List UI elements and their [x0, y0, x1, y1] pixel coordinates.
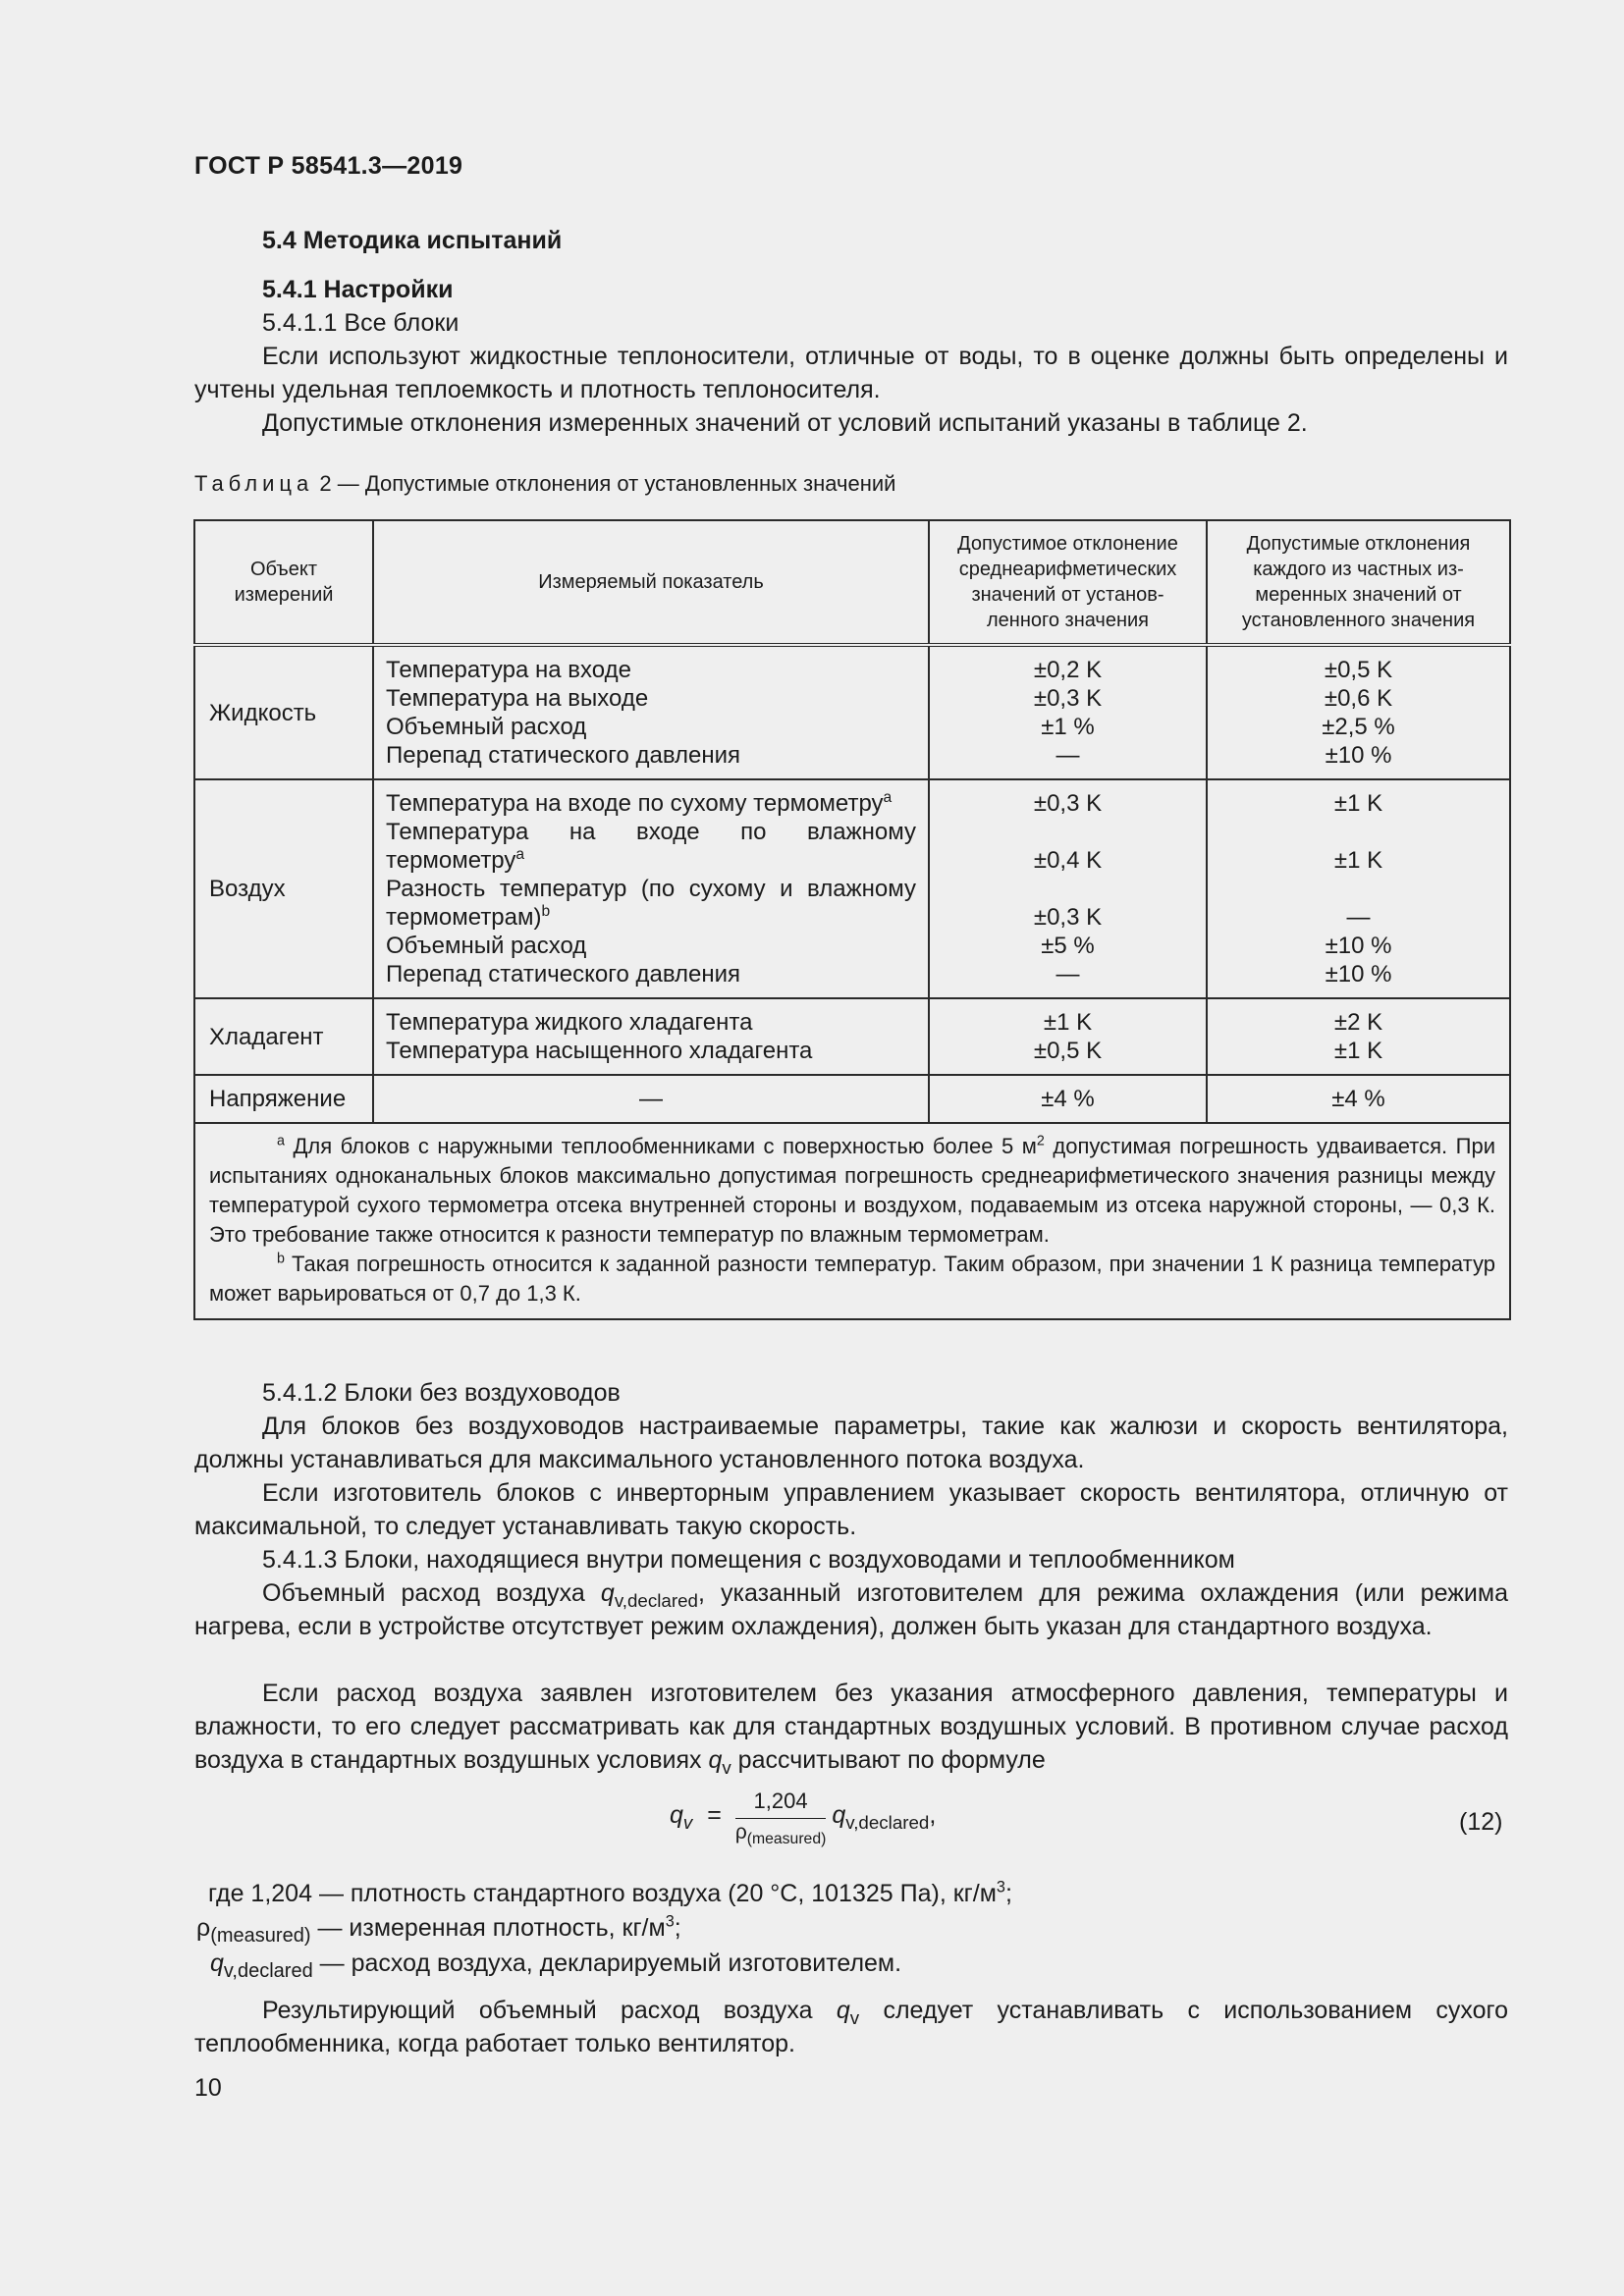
equation-number: (12)	[1459, 1808, 1503, 1836]
individual-cell: ±2 K ±1 K	[1207, 998, 1510, 1075]
object-cell: Воздух	[194, 779, 373, 998]
paragraph: Если изготовитель блоков с инверторным управлением указывает скорость вентилятора, отличную от максимальной, то следует устанавливать такую скорость.	[194, 1479, 1508, 1540]
mean-cell: ±0,3 K ±0,4 K ±0,3 K ±5 % —	[929, 779, 1207, 998]
paragraph: Если используют жидкостные теплоносители, отличные от воды, то в оценке должны быть определены и учтены удельная теплоемкость и плотность теплоносителя.	[194, 343, 1508, 403]
paragraph: Для блоков без воздуховодов настраиваемые параметры, такие как жалюзи и скорость вентилятора, должны устанавливаться для максимального установленного потока воздуха.	[194, 1413, 1508, 1473]
page-number: 10	[194, 2074, 222, 2102]
subsubsection-title: 5.4.1.2 Блоки без воздуховодов	[262, 1379, 621, 1407]
individual-cell: ±1 K ±1 K — ±10 % ±10 %	[1207, 779, 1510, 998]
header-cell: Допустимое отклонение среднеарифметических значений от установ-ленного значения	[929, 520, 1207, 645]
param-cell: Температура на входе по сухому термометру$^a$ Температура на входе по влажному термометру$^a$ Разность температур (по сухому и влажному термометрам)$^b$ Объемный расход Перепад статического давления	[373, 779, 929, 998]
tolerance-table	[193, 519, 1511, 1320]
paragraph: Допустимые отклонения измеренных значений от условий испытаний указаны в таблице 2.	[262, 409, 1308, 437]
param-cell: Температура на входе Температура на выходе Объемный расход Перепад статического давления	[373, 645, 929, 779]
param-cell: —	[373, 1075, 929, 1123]
object-cell: Жидкость	[194, 645, 373, 779]
table-notes	[194, 1123, 1510, 1319]
subsection-title: 5.4.1 Настройки	[262, 276, 454, 303]
object-cell: Напряжение	[194, 1075, 373, 1123]
table-row-liquid	[194, 645, 1510, 779]
table-row-refrigerant	[194, 998, 1510, 1075]
where-line: $q_{v,declared}$ — расход воздуха, декларируемый изготовителем.	[210, 1949, 902, 1982]
param-cell: Температура жидкого хладагента Температура насыщенного хладагента	[373, 998, 929, 1075]
section-title: 5.4 Методика испытаний	[262, 227, 563, 254]
formula-12: $q_v$ = $\frac{1,204}{\rho_{(measured)}}$ $q_{v,declared}$,	[670, 1789, 937, 1848]
where-line: где 1,204 — плотность стандартного воздуха (20 °С, 101325 Па), $кг/м^3$;	[208, 1878, 1012, 1907]
document-id: ГОСТ Р 58541.3—2019	[194, 152, 463, 180]
table-row-voltage	[194, 1075, 1510, 1123]
where-line: $\rho_{(measured)}$ — измеренная плотность, $кг/м^3$;	[196, 1912, 681, 1947]
header-cell: Допустимые отклонения каждого из частных из-меренных значений от установленного значения	[1207, 520, 1510, 645]
table-header-row	[194, 520, 1510, 645]
table-caption: Таблица 2 — Допустимые отклонения от установленных значений	[194, 471, 896, 496]
header-cell: Измеряемый показатель	[373, 520, 929, 645]
mean-cell: ±0,2 K ±0,3 K ±1 % —	[929, 645, 1207, 779]
mean-cell: ±1 K ±0,5 K	[929, 998, 1207, 1075]
footnote-a: $^a$ Для блоков с наружными теплообменниками с поверхностью более 5 $м^2$ допустимая погрешность удваивается. При испытаниях одноканальных блоков максимально допустимая погрешность среднеарифметического значения разницы между температурой сухого термометра отсека внутренней стороны и воздухом, подаваемым из отсека наружной стороны, — 0,3 К. Это требование также относится к разности температур по влажным термометрам.	[209, 1133, 1495, 1247]
subsubsection-title: 5.4.1.1 Все блоки	[262, 309, 460, 337]
table-row-air	[194, 779, 1510, 998]
subsubsection-title: 5.4.1.3 Блоки, находящиеся внутри помещения с воздуховодами и теплообменником	[262, 1546, 1235, 1574]
header-cell: Объект измерений	[194, 520, 373, 645]
paragraph: Если расход воздуха заявлен изготовителем без указания атмосферного давления, температуры и влажности, то его следует рассматривать как для стандартных воздушных условий. В противном случае расход воздуха в стандартных воздушных условиях $q_v$ рассчитывают по формуле	[194, 1680, 1508, 1778]
object-cell: Хладагент	[194, 998, 373, 1075]
paragraph: Результирующий объемный расход воздуха $q_v$ следует устанавливать с использованием сухого теплообменника, когда работает только вентилятор.	[194, 1997, 1508, 2057]
footnote-b: $^b$ Такая погрешность относится к заданной разности температур. Таким образом, при значении 1 К разница температур может варьироваться от 0,7 до 1,3 К.	[209, 1251, 1495, 1306]
paragraph: Объемный расход воздуха $q_{v,declared}$, указанный изготовителем для режима охлаждения (или режима нагрева, если в устройстве отсутствует режим охлаждения), должен быть указан для стандартного воздуха.	[194, 1579, 1508, 1640]
individual-cell: ±0,5 K ±0,6 K ±2,5 % ±10 %	[1207, 645, 1510, 779]
mean-cell: ±4 %	[929, 1075, 1207, 1123]
table-notes-row	[194, 1123, 1510, 1319]
individual-cell: ±4 %	[1207, 1075, 1510, 1123]
